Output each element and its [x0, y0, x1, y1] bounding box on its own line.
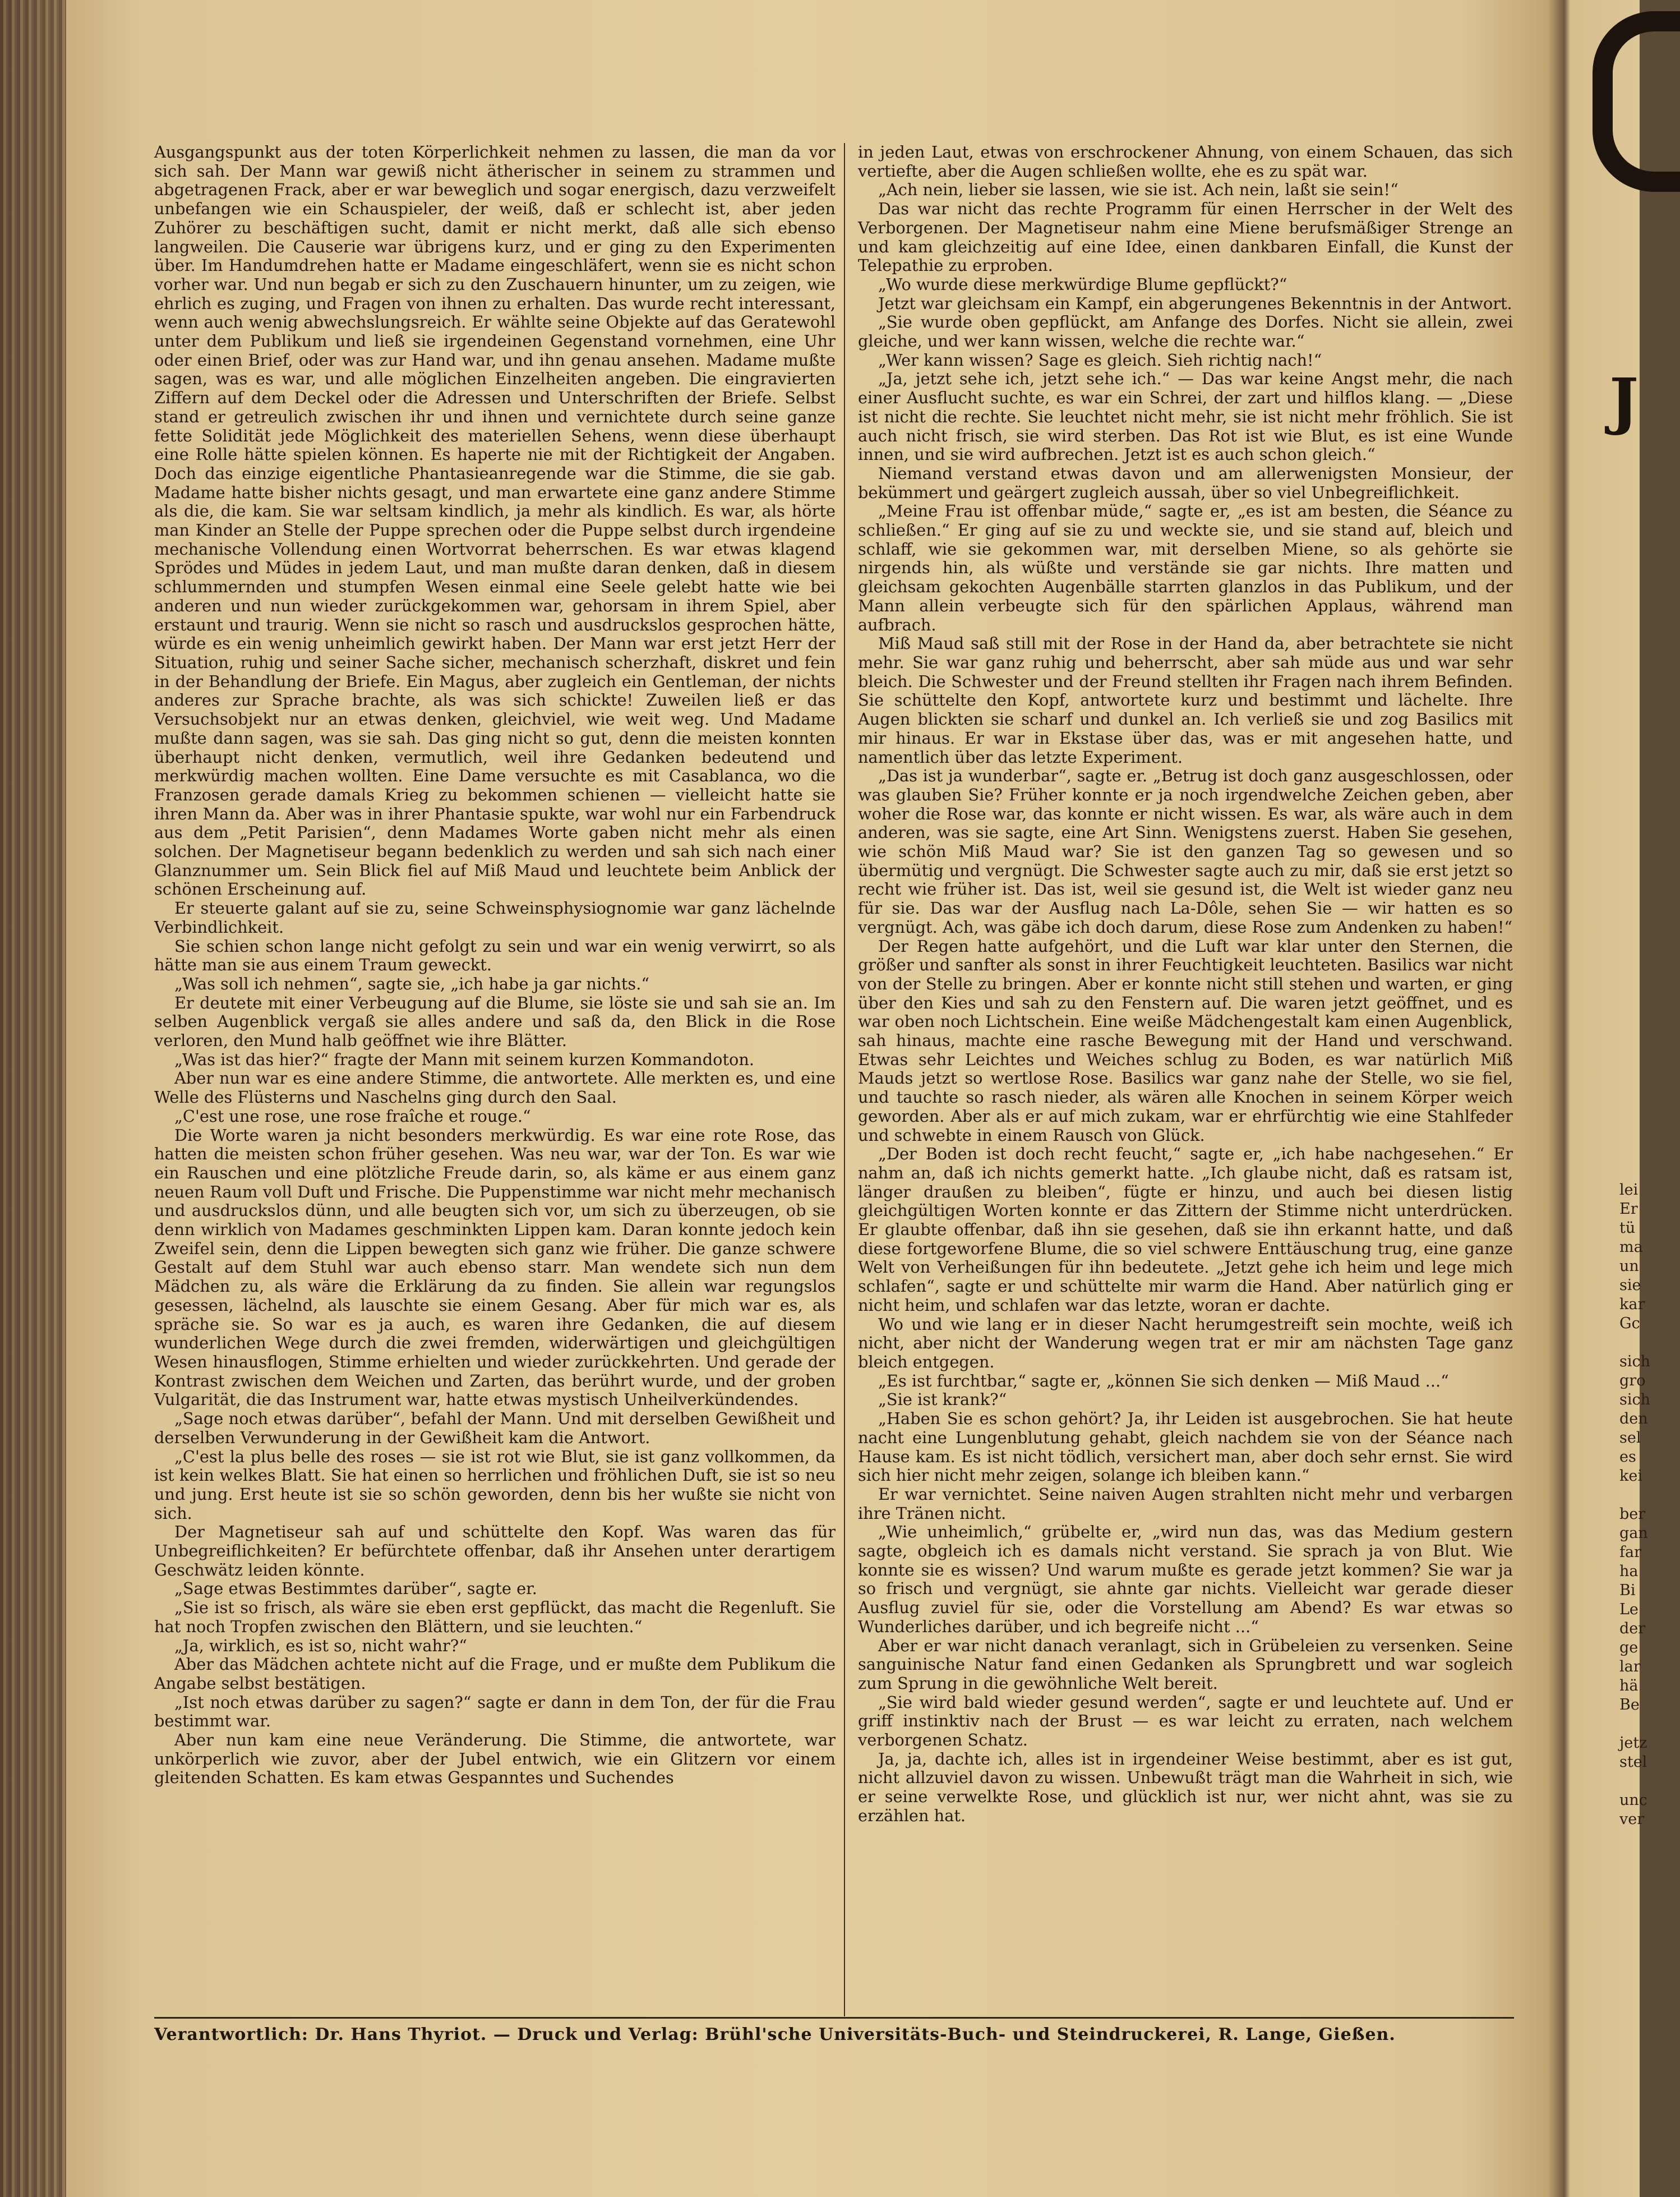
next-page-fragment: sich — [1619, 1391, 1651, 1408]
paragraph: Wo und wie lang er in dieser Nacht herumgestreift sein mochte, weiß ich nicht, aber nicht der Wanderung wegen trat er mir am nächsten Tage ganz bleich entgegen. — [858, 1314, 1513, 1371]
paragraph: „Wie unheimlich,“ grübelte er, „wird nun das, was das Medium gestern sagte, obgleich ich es damals nicht verstand. Sie sprach ja von Blut. Wie konnte sie es wissen? Und warum mußte es gerade jetzt kommen? Sie war ja so frisch und vergnügt, sie ahnte gar nichts. Vielleicht war gerade dieser Ausflug zuviel für sie, oder die Vorstellung am Abend? Es war etwas so Wunderliches darüber, und ich begreife nicht ...“ — [858, 1522, 1513, 1636]
paragraph: Der Magnetiseur sah auf und schüttelte den Kopf. Was waren das für Unbegreiflichkeiten? Er befürchtete offenbar, daß ihr Ansehen unter derartigem Geschwätz leiden könnte. — [154, 1522, 836, 1579]
next-page-fragment: der — [1619, 1620, 1646, 1637]
next-page-fragment: stel — [1619, 1753, 1647, 1771]
next-page-fragment: jetz — [1619, 1734, 1647, 1752]
paragraph: „Ja, wirklich, es ist so, nicht wahr?“ — [174, 1636, 467, 1655]
next-page-fragment: Bi — [1619, 1582, 1636, 1599]
paragraph: Ausgangspunkt aus der toten Körperlichkeit nehmen zu lassen, die man da vor sich sah. Der Mann war gewiß nicht ätherischer in seinem zu strammen und abgetragenen Frack, aber er war beweglich und sogar energisch, dazu verzweifelt unbefangen wie ein Schauspieler, der weiß, daß er schlecht ist, aber jeden Zuhörer zu beschäftigen sucht, damit er nicht merkt, daß alle sich ebenso langweilen. Die Causerie war übrigens kurz, und er ging zu den Experimenten über. Im Handumdrehen hatte er Madame eingeschläfert, wenn sie es nicht schon vorher war. Und nun begab er sich zu den Zuschauern hinunter, um zu zeigen, wie ehrlich es zuging, und Fragen von ihnen zu erhalten. Das wurde recht interessant, wenn auch wenig abwechslungsreich. Er wählte seine Objekte auf das Geratewohl unter dem Publikum und ließ sie irgendeinen Gegenstand vornehmen, eine Uhr oder einen Brief, oder was zur Hand war, und ihn genau ansehen. Madame mußte sagen, was es war, und alle möglichen Einzelheiten angeben. Die eingravierten Ziffern auf dem Deckel oder die Adressen und Unterschriften der Briefe. Selbst stand er getreulich zwischen ihr und ihnen und vernichtete durch seine ganze fette Solidität jede Möglichkeit des materiellen Sehens, wenn diese überhaupt eine Rolle hätte spielen können. Es haperte nie mit der Richtigkeit der Angaben. Doch das einzige eigentliche Phantasieanregende war die Stimme, die sie gab. Madame hatte bisher nichts gesagt, und man erwartete eine ganz andere Stimme als die, die kam. Sie war seltsam kindlich, ja mehr als kindlich. Es war, als hörte man Kinder an Stelle der Puppe sprechen oder die Puppe selbst durch irgendeine mechanische Vollendung einen Wortvorrat beherrschen. Es war etwas klagend Sprödes und Müdes in jedem Laut, und man mußte daran denken, daß in diesem schlummernden und stumpfen Wesen einmal eine Seele gelebt hatte wie bei anderen und nun wieder zurückgekommen war, gehorsam in ihrem Spiel, aber erstaunt und traurig. Wenn sie nicht so rasch und ausdruckslos gesprochen hätte, würde es ein wenig unheimlich gewirkt haben. Der Mann war erst jetzt Herr der Situation, ruhig und seiner Sache sicher, mechanisch scherzhaft, diskret und fein in der Behandlung der Briefe. Ein Magus, aber zugleich ein Gentleman, der nichts anderes zur Sprache brachte, als was sich schickte! Zuweilen ließ er das Versuchsobjekt nur an etwas denken, gleichviel, wie weit weg. Und Madame mußte dann sagen, was sie sah. Das ging nicht so gut, denn die meisten konnten überhaupt nicht denken, vermutlich, weil ihre Gedanken bedeutend und merkwürdig machen wollten. Eine Dame versuchte es mit Casablanca, wo die Franzosen gerade damals Krieg zu bekommen schienen — vielleicht hatte sie ihren Mann da. Aber was in ihrer Phantasie spukte, war wohl nur ein Farbendruck aus dem „Petit Parisien“, denn Madames Worte gaben nicht mehr als einen solchen. Der Magnetiseur begann bedenklich zu werden und sah sich nach einer Glanznummer um. Sein Blick fiel auf Miß Maud und leuchtete beim Anblick der schönen Erscheinung auf. — [154, 142, 836, 899]
paragraph: Aber nun kam eine neue Veränderung. Die Stimme, die antwortete, war unkörperlich wie zuvor, aber der Jubel entwich, wie ein Glitzern vor einem gleitenden Schatten. Es kam etwas Gespanntes und Suchendes — [154, 1730, 836, 1788]
paragraph: Sie schien schon lange nicht gefolgt zu sein und war ein wenig verwirrt, so als hätte man sie aus einem Traum geweckt. — [154, 936, 836, 975]
next-page-initial-letter — [1593, 11, 1680, 192]
column-divider — [844, 143, 845, 2016]
next-page-fragment: sie — [1619, 1277, 1641, 1294]
paragraph: „Ach nein, lieber sie lassen, wie sie ist. Ach nein, laßt sie sein!“ — [878, 180, 1399, 200]
paragraph: Er steuerte galant auf sie zu, seine Schweinsphysiognomie war ganz lächelnde Verbindlichkeit. — [154, 899, 836, 937]
paragraph: „Sie wurde oben gepflückt, am Anfange des Dorfes. Nicht sie allein, zwei gleiche, und wer kann wissen, welche die rechte war.“ — [858, 312, 1513, 351]
next-page-fragment: sel — [1619, 1429, 1641, 1447]
paragraph: „C'est une rose, une rose fraîche et rouge.“ — [174, 1106, 531, 1126]
paragraph: „Das ist ja wunderbar“, sagte er. „Betrug ist doch ganz ausgeschlossen, oder was glauben Sie? Früher konnte er ja noch irgendwelche Zeichen geben, aber woher die Rose war, das konnte er nicht wissen. Es war, als wäre auch in dem anderen, was sie sagte, eine Art Sinn. Wenigstens zuerst. Haben Sie gesehen, wie schön Miß Maud war? Sie ist den ganzen Tag so gewesen und so übermütig und vergnügt. Die Schwester sagte auch zu mir, daß sie erst jetzt so recht wie früher ist. Das ist, weil sie gesund ist, die Welt ist wieder ganz neu für sie. Das war der Ausflug nach La-Dôle, sehen Sie — wir hatten es so vergnügt. Ach, was gäbe ich doch darum, diese Rose zum Andenken zu haben!“ — [858, 766, 1513, 937]
paragraph: „Es ist furchtbar,“ sagte er, „können Sie sich denken — Miß Maud ...“ — [878, 1371, 1449, 1390]
next-page-fragment: ha — [1619, 1563, 1639, 1580]
next-page-fragment: ver — [1619, 1811, 1645, 1828]
next-page-fragment: den — [1619, 1410, 1648, 1427]
paragraph: „Ja, jetzt sehe ich, jetzt sehe ich.“ — Das war keine Angst mehr, die nach einer Ausflucht suchte, es war ein Schrei, der zart und hilflos klang. — „Diese ist nicht die rechte. Sie leuchtet nicht mehr, sie ist nicht mehr fröhlich. Sie ist auch nicht frisch, sie wird sterben. Das Rot ist wie Blut, es ist eine Wunde innen, und sie wird aufbrechen. Jetzt ist es auch schon gleich.“ — [858, 369, 1513, 464]
paragraph: „Was ist das hier?“ fragte der Mann mit seinem kurzen Kommandoton. — [174, 1049, 755, 1069]
next-page-fragment: tü — [1619, 1219, 1636, 1237]
paragraph: Die Worte waren ja nicht besonders merkwürdig. Es war eine rote Rose, das hatten die meisten schon früher gesehen. Was neu war, war der Ton. Es war wie ein Rauschen und eine plötzliche Freude darin, so, als käme er aus einem ganz neuen Raum voll Duft und Frische. Die Puppenstimme war nicht mehr mechanisch und ausdruckslos dünn, und alle beugten sich vor, um sich zu überzeugen, ob sie denn wirklich von Madames geschminkten Lippen kam. Daran konnte jedoch kein Zweifel sein, denn die Lippen bewegten sich ganz wie früher. Die ganze schwere Gestalt auf dem Stuhl war auch ebenso starr. Man wendete sich nun dem Mädchen zu, als wäre die Erklärung da zu finden. Sie allein war regungslos gesessen, lächelnd, als lauschte sie einem Gesang. Aber für mich war es, als spräche sie. So war es ja auch, es waren ihre Gedanken, die auf diesem wunderlichen Wege durch die zwei fremden, widerwärtigen und gleichgültigen Wesen hinausflogen, Stimme erhielten und wieder zurückkehrten. Und gerade der Kontrast zwischen dem Weichen und Zarten, das berührt wurde, und der groben Vulgarität, die das Instrument war, hatte etwas mystisch Unheilverkündendes. — [154, 1125, 836, 1410]
next-page-heading-letter: J — [1609, 365, 1639, 437]
paragraph: in jeden Laut, etwas von erschrockener Ahnung, von einem Schauen, das sich vertiefte, aber die Augen schließen wollte, ehe es zu spät war. — [858, 142, 1513, 181]
paragraph: Ja, ja, dachte ich, alles ist in irgendeiner Weise bestimmt, aber es ist gut, nicht allzuviel davon zu wissen. Unbewußt trägt man die Wahrheit in sich, wie er seine verwelkte Rose, und glücklich ist nur, wer nicht ahnt, was sie zu erzählen hat. — [858, 1749, 1513, 1825]
paragraph: „Haben Sie es schon gehört? Ja, ihr Leiden ist ausgebrochen. Sie hat heute nacht eine Lungenblutung gehabt, gleich nachdem sie von der Séance nach Hause kam. Es ist nicht tödlich, versichert man, aber doch sehr ernst. Sie wird sich hier nicht mehr zeigen, solange ich bleiben kann.“ — [858, 1409, 1513, 1485]
paragraph: Er deutete mit einer Verbeugung auf die Blume, sie löste sie und sah sie an. Im selben Augenblick vergaß sie alles andere und saß da, den Blick in die Rose verloren, den Mund halb geöffnet wie ihre Blätter. — [154, 993, 836, 1051]
book-binding-edge — [0, 0, 66, 2197]
paragraph: Aber das Mädchen achtete nicht auf die Frage, und er mußte dem Publikum die Angabe selbst bestätigen. — [154, 1655, 836, 1693]
imprint-footer: Verantwortlich: Dr. Hans Thyriot. — Druck und Verlag: Brühl'sche Universitäts-Buch- und Steindruckerei, R. Lange, Gießen. — [154, 2025, 1396, 2044]
footer-rule — [154, 2017, 1514, 2019]
paragraph: Der Regen hatte aufgehört, und die Luft war klar unter den Sternen, die größer und sanfter als sonst in ihrer Feuchtigkeit leuchteten. Basilics war nicht von der Stelle zu bringen. Aber er konnte nicht still stehen und warten, er ging über den Kies und sah zu den Fenstern auf. Die waren jetzt geöffnet, und es war oben noch Lichtschein. Eine weiße Mädchengestalt kam einen Augenblick, sah hinaus, machte eine rasche Bewegung mit der Hand und verschwand. Etwas sehr Leichtes und Weiches schlug zu Boden, es war natürlich Miß Mauds jetzt so wertlose Rose. Basilics war ganz nahe der Stelle, wo sie fiel, und tauchte so rasch nieder, als wären alle Knochen in seinem Körper weich geworden. Aber als er auf mich zukam, war er ehrfürchtig wie eine Stahlfeder und schwebte in einem Rausch von Glück. — [858, 936, 1513, 1145]
paragraph: Er war vernichtet. Seine naiven Augen strahlten nicht mehr und verbargen ihre Tränen nicht. — [858, 1484, 1513, 1523]
next-page-fragment: Gc — [1619, 1315, 1640, 1332]
paragraph: „C'est la plus belle des roses — sie ist rot wie Blut, sie ist ganz vollkommen, da ist kein welkes Blatt. Sie hat einen so herrlichen und fröhlichen Duft, sie ist so neu und jung. Erst heute ist sie so schön geworden, denn bis her wußte sie nicht von sich. — [154, 1447, 836, 1523]
next-page-fragment: un — [1619, 1258, 1639, 1275]
next-page-fragment: lar — [1619, 1658, 1641, 1675]
paragraph: „Sie wird bald wieder gesund werden“, sagte er und leuchtete auf. Und er griff instinktiv nach der Brust — es war leicht zu erraten, nach welchem verborgenen Schatz. — [858, 1692, 1513, 1750]
next-page-fragment: ge — [1619, 1639, 1639, 1656]
next-page-fragment: kar — [1619, 1296, 1645, 1313]
next-page-fragment: far — [1619, 1544, 1641, 1561]
paragraph: Das war nicht das rechte Programm für einen Herrscher in der Welt des Verborgenen. Der Magnetiseur nahm eine Miene berufsmäßiger Strenge an und kam gleichzeitig auf eine Idee, einen dankbaren Einfall, die Kunst der Telepathie zu erproben. — [858, 199, 1513, 275]
paragraph: „Der Boden ist doch recht feucht,“ sagte er, „ich habe nachgesehen.“ Er nahm an, daß ich nichts gemerkt hatte. „Ich glaube nicht, daß es ratsam ist, länger draußen zu bleiben“, fügte er hinzu, und auch bei diesen listig gleichgültigen Worten konnte er das Zittern der Stimme nicht unterdrücken. Er glaubte offenbar, daß ihn sie gesehen, daß sie ihn erkannt hatte, und daß diese fortgeworfene Blume, die so viel schwere Enttäuschung trug, eine ganze Welt von Verheißungen für ihn bedeutete. „Jetzt gehe ich heim und lege mich schlafen“, sagte er und schüttelte mir warm die Hand. Aber natürlich ging er nicht heim, und schlafen war das letzte, woran er dachte. — [858, 1144, 1513, 1315]
paragraph: „Ist noch etwas darüber zu sagen?“ sagte er dann in dem Ton, der für die Frau bestimmt war. — [154, 1692, 836, 1731]
next-page-fragment: gro — [1619, 1372, 1646, 1389]
paragraph: „Was soll ich nehmen“, sagte sie, „ich habe ja gar nichts.“ — [174, 974, 650, 993]
next-page-fragment: es — [1619, 1448, 1636, 1466]
next-page-fragment: Le — [1619, 1601, 1639, 1618]
paragraph: „Meine Frau ist offenbar müde,“ sagte er, „es ist am besten, die Séance zu schließen.“ Er ging auf sie zu und weckte sie, und sie stand auf, bleich und schlaff, wie sie gekommen war, mit derselben Miene, so als gehörte sie nirgends hin, als wüßte und verstände sie gar nichts. Ihre matten und gleichsam gekochten Augenbälle starrten glanzlos in das Publikum, und der Mann allein verbeugte sich für den spärlichen Applaus, während man aufbrach. — [858, 501, 1513, 634]
paragraph: Niemand verstand etwas davon und am allerwenigsten Monsieur, der bekümmert und geärgert zugleich aussah, über so viel Unbegreiflichkeit. — [858, 463, 1513, 502]
text-column-right — [858, 143, 1513, 1826]
next-page-fragment: kei — [1619, 1467, 1642, 1485]
next-page-fragment: sich — [1619, 1353, 1651, 1370]
next-page-fragment: Er — [1619, 1200, 1638, 1218]
paragraph: Aber nun war es eine andere Stimme, die antwortete. Alle merkten es, und eine Welle des Flüsterns und Naschelns ging durch den Saal. — [154, 1068, 836, 1107]
paragraph: „Sie ist so frisch, als wäre sie eben erst gepflückt, das macht die Regenluft. Sie hat noch Tropfen zwischen den Blättern, und sie leuchten.“ — [154, 1598, 836, 1636]
next-page-fragment: hä — [1619, 1677, 1639, 1694]
next-page-fragment: lei — [1619, 1181, 1639, 1199]
next-page-fragment: gan — [1619, 1524, 1648, 1542]
paragraph: Miß Maud saß still mit der Rose in der Hand da, aber betrachtete sie nicht mehr. Sie war ganz ruhig und beherrscht, aber sah müde aus und war sehr bleich. Die Schwester und der Freund stellten ihr Fragen nach ihrem Befinden. Sie schüttelte den Kopf, antwortete kurz und bestimmt und lächelte. Ihre Augen blickten sie scharf und dunkel an. Ich verließ sie und zog Basilics mit mir hinaus. Er war in Ekstase über das, was er mit angesehen hatte, und namentlich über das letzte Experiment. — [858, 634, 1513, 767]
next-page-fragment: unc — [1619, 1791, 1647, 1809]
paragraph: „Wo wurde diese merkwürdige Blume gepflückt?“ — [878, 274, 1287, 294]
paragraph: „Sie ist krank?“ — [878, 1390, 1007, 1410]
paragraph: Aber er war nicht danach veranlagt, sich in Grübeleien zu versenken. Seine sanguinische Natur fand einen Gedanken als Sprungbrett und war sogleich zum Sprung in die gewöhnliche Welt bereit. — [858, 1636, 1513, 1693]
paragraph: Jetzt war gleichsam ein Kampf, ein abgerungenes Bekenntnis in der Antwort. — [878, 293, 1512, 313]
paragraph: „Sage etwas Bestimmtes darüber“, sagte er. — [174, 1579, 537, 1599]
paragraph: „Wer kann wissen? Sage es gleich. Sieh richtig nach!“ — [878, 350, 1322, 370]
next-page-fragment: ber — [1619, 1505, 1646, 1523]
next-page-fragment: ma — [1619, 1238, 1643, 1256]
text-column-left — [154, 143, 836, 1788]
next-page-fragment: Be — [1619, 1696, 1640, 1714]
paragraph: „Sage noch etwas darüber“, befahl der Mann. Und mit derselben Gewißheit und derselben Verwunderung in der Gewißheit kam die Antwort. — [154, 1409, 836, 1447]
